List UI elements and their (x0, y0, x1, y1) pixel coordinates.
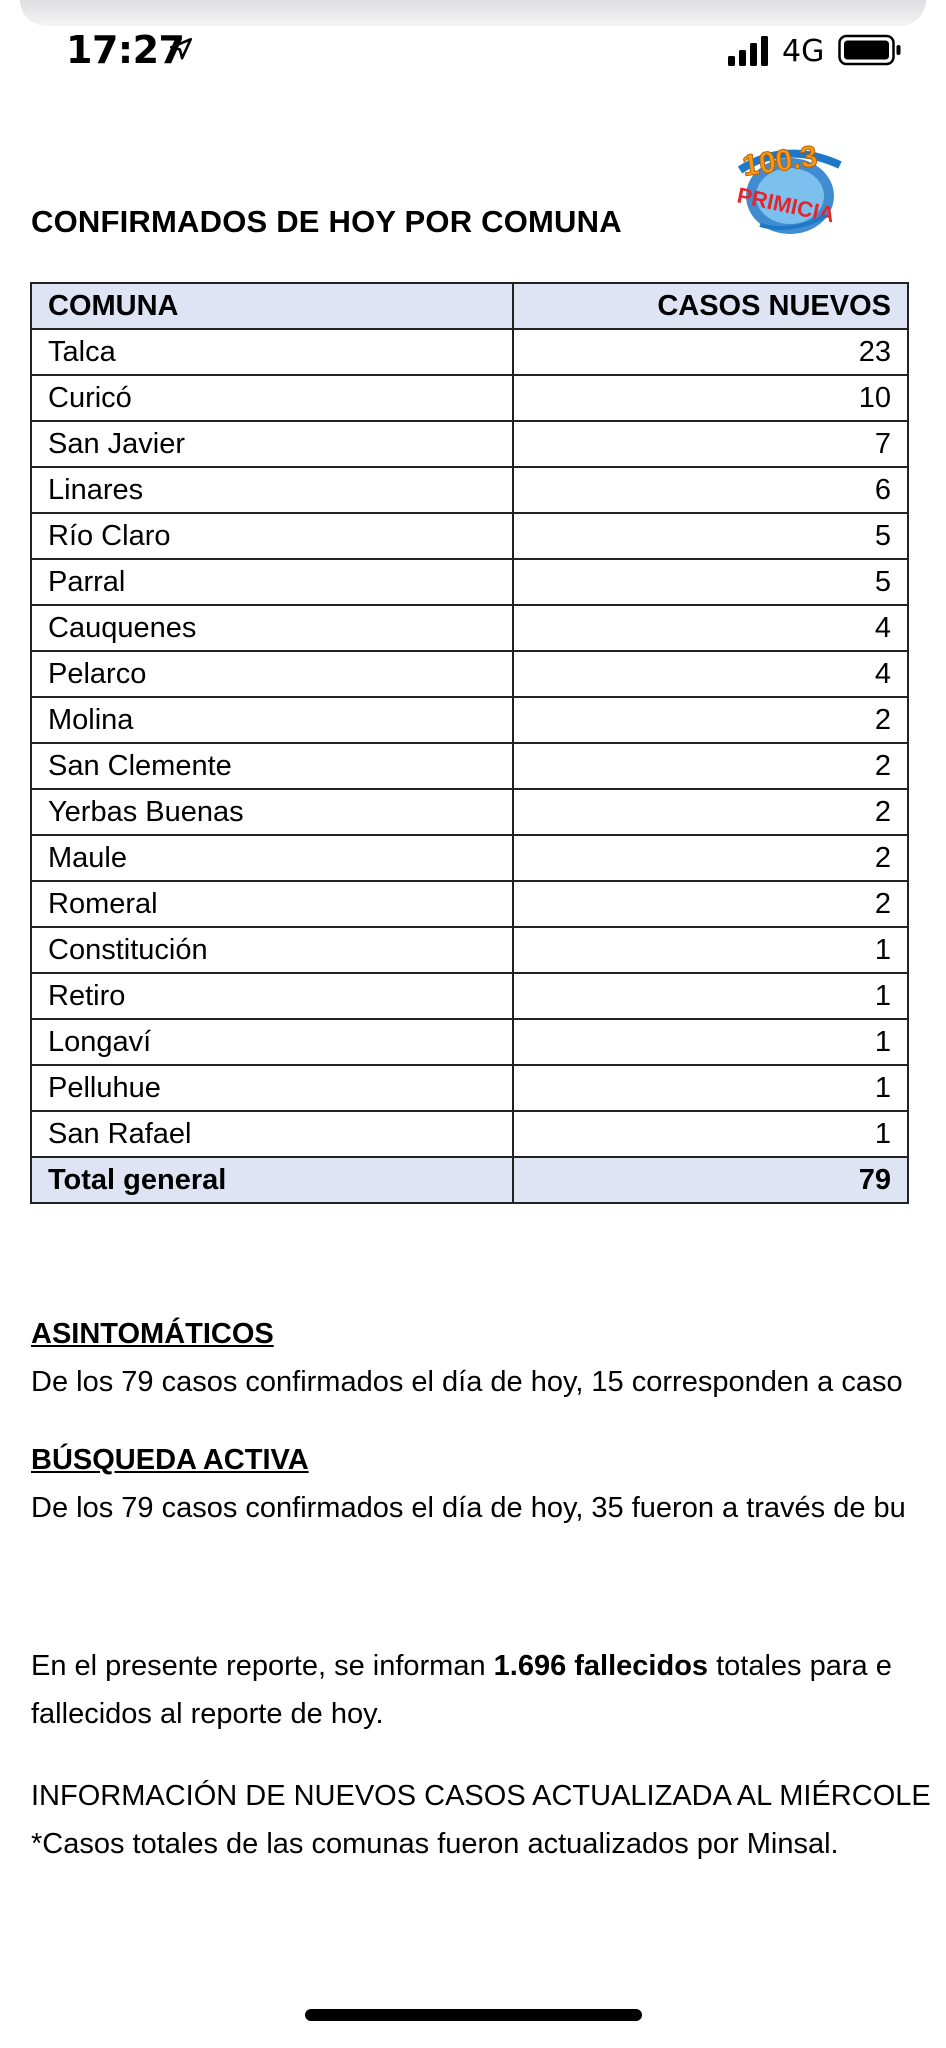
svg-text:PRIMICIA: PRIMICIA (734, 182, 837, 228)
comuna-name: San Clemente (31, 743, 513, 789)
table-row (31, 973, 908, 1019)
primicia-radio-logo (730, 130, 856, 240)
total-value: 79 (513, 1157, 908, 1203)
comuna-name: Constitución (31, 927, 513, 973)
comuna-name: Maule (31, 835, 513, 881)
asintomaticos-text: De los 79 casos confirmados el día de hoy, 15 corresponden a caso (31, 1366, 903, 1398)
table-row (31, 375, 908, 421)
comuna-name: Romeral (31, 881, 513, 927)
table-row (31, 1065, 908, 1111)
status-bar (0, 0, 946, 90)
cases-column-header: CASOS NUEVOS (513, 283, 908, 329)
table-row (31, 927, 908, 973)
comuna-name: Parral (31, 559, 513, 605)
new-cases-value: 2 (513, 697, 908, 743)
svg-text:100.3: 100.3 (740, 139, 820, 183)
table-row (31, 605, 908, 651)
location-arrow-icon (168, 36, 194, 62)
asintomaticos-heading: ASINTOMÁTICOS (31, 1318, 274, 1350)
report-title: CONFIRMADOS DE HOY POR COMUNA (31, 204, 622, 239)
comuna-name: Yerbas Buenas (31, 789, 513, 835)
table-row (31, 1111, 908, 1157)
comuna-name: Longaví (31, 1019, 513, 1065)
comuna-name: Cauquenes (31, 605, 513, 651)
comuna-name: Talca (31, 329, 513, 375)
fallecidos-line-2: fallecidos al reporte de hoy. (31, 1698, 384, 1730)
table-row (31, 513, 908, 559)
minsal-note: *Casos totales de las comunas fueron actualizados por Minsal. (31, 1828, 839, 1860)
new-cases-value: 7 (513, 421, 908, 467)
new-cases-value: 5 (513, 559, 908, 605)
table-row (31, 1019, 908, 1065)
fallecidos-count: 1.696 fallecidos (493, 1650, 709, 1682)
comuna-name: San Javier (31, 421, 513, 467)
home-indicator[interactable] (305, 2009, 642, 2021)
fallecidos-line-1: En el presente reporte, se informan 1.696 fallecidos totales para e (31, 1650, 892, 1682)
new-cases-value: 4 (513, 605, 908, 651)
table-row (31, 559, 908, 605)
new-cases-value: 1 (513, 1019, 908, 1065)
new-cases-value: 6 (513, 467, 908, 513)
comuna-name: Río Claro (31, 513, 513, 559)
new-cases-value: 2 (513, 789, 908, 835)
total-label: Total general (31, 1157, 513, 1203)
table-row (31, 697, 908, 743)
new-cases-value: 2 (513, 835, 908, 881)
busqueda-activa-heading: BÚSQUEDA ACTIVA (31, 1444, 309, 1476)
new-cases-value: 1 (513, 1065, 908, 1111)
comuna-name: Pelarco (31, 651, 513, 697)
comuna-name: Linares (31, 467, 513, 513)
new-cases-value: 1 (513, 1111, 908, 1157)
table-row (31, 329, 908, 375)
battery-icon (838, 34, 902, 66)
table-header-row (31, 283, 908, 329)
table-row (31, 743, 908, 789)
busqueda-activa-text: De los 79 casos confirmados el día de hoy, 35 fueron a través de bu (31, 1492, 906, 1524)
status-time: 17:27 (66, 28, 185, 72)
table-row (31, 789, 908, 835)
new-cases-value: 2 (513, 743, 908, 789)
signal-bars-icon (728, 36, 772, 66)
comuna-name: San Rafael (31, 1111, 513, 1157)
new-cases-value: 2 (513, 881, 908, 927)
comuna-name: Pelluhue (31, 1065, 513, 1111)
table-row (31, 881, 908, 927)
table-row (31, 467, 908, 513)
cases-by-comuna-table (30, 282, 909, 1204)
table-row (31, 651, 908, 697)
info-update-line: INFORMACIÓN DE NUEVOS CASOS ACTUALIZADA AL MIÉRCOLE (31, 1780, 931, 1812)
new-cases-value: 5 (513, 513, 908, 559)
network-type: 4G (782, 34, 825, 69)
table-row (31, 421, 908, 467)
comuna-name: Retiro (31, 973, 513, 1019)
new-cases-value: 10 (513, 375, 908, 421)
new-cases-value: 4 (513, 651, 908, 697)
comuna-name: Curicó (31, 375, 513, 421)
new-cases-value: 23 (513, 329, 908, 375)
table-row (31, 835, 908, 881)
comuna-name: Molina (31, 697, 513, 743)
new-cases-value: 1 (513, 973, 908, 1019)
comuna-column-header: COMUNA (31, 283, 513, 329)
total-row (31, 1157, 908, 1203)
new-cases-value: 1 (513, 927, 908, 973)
